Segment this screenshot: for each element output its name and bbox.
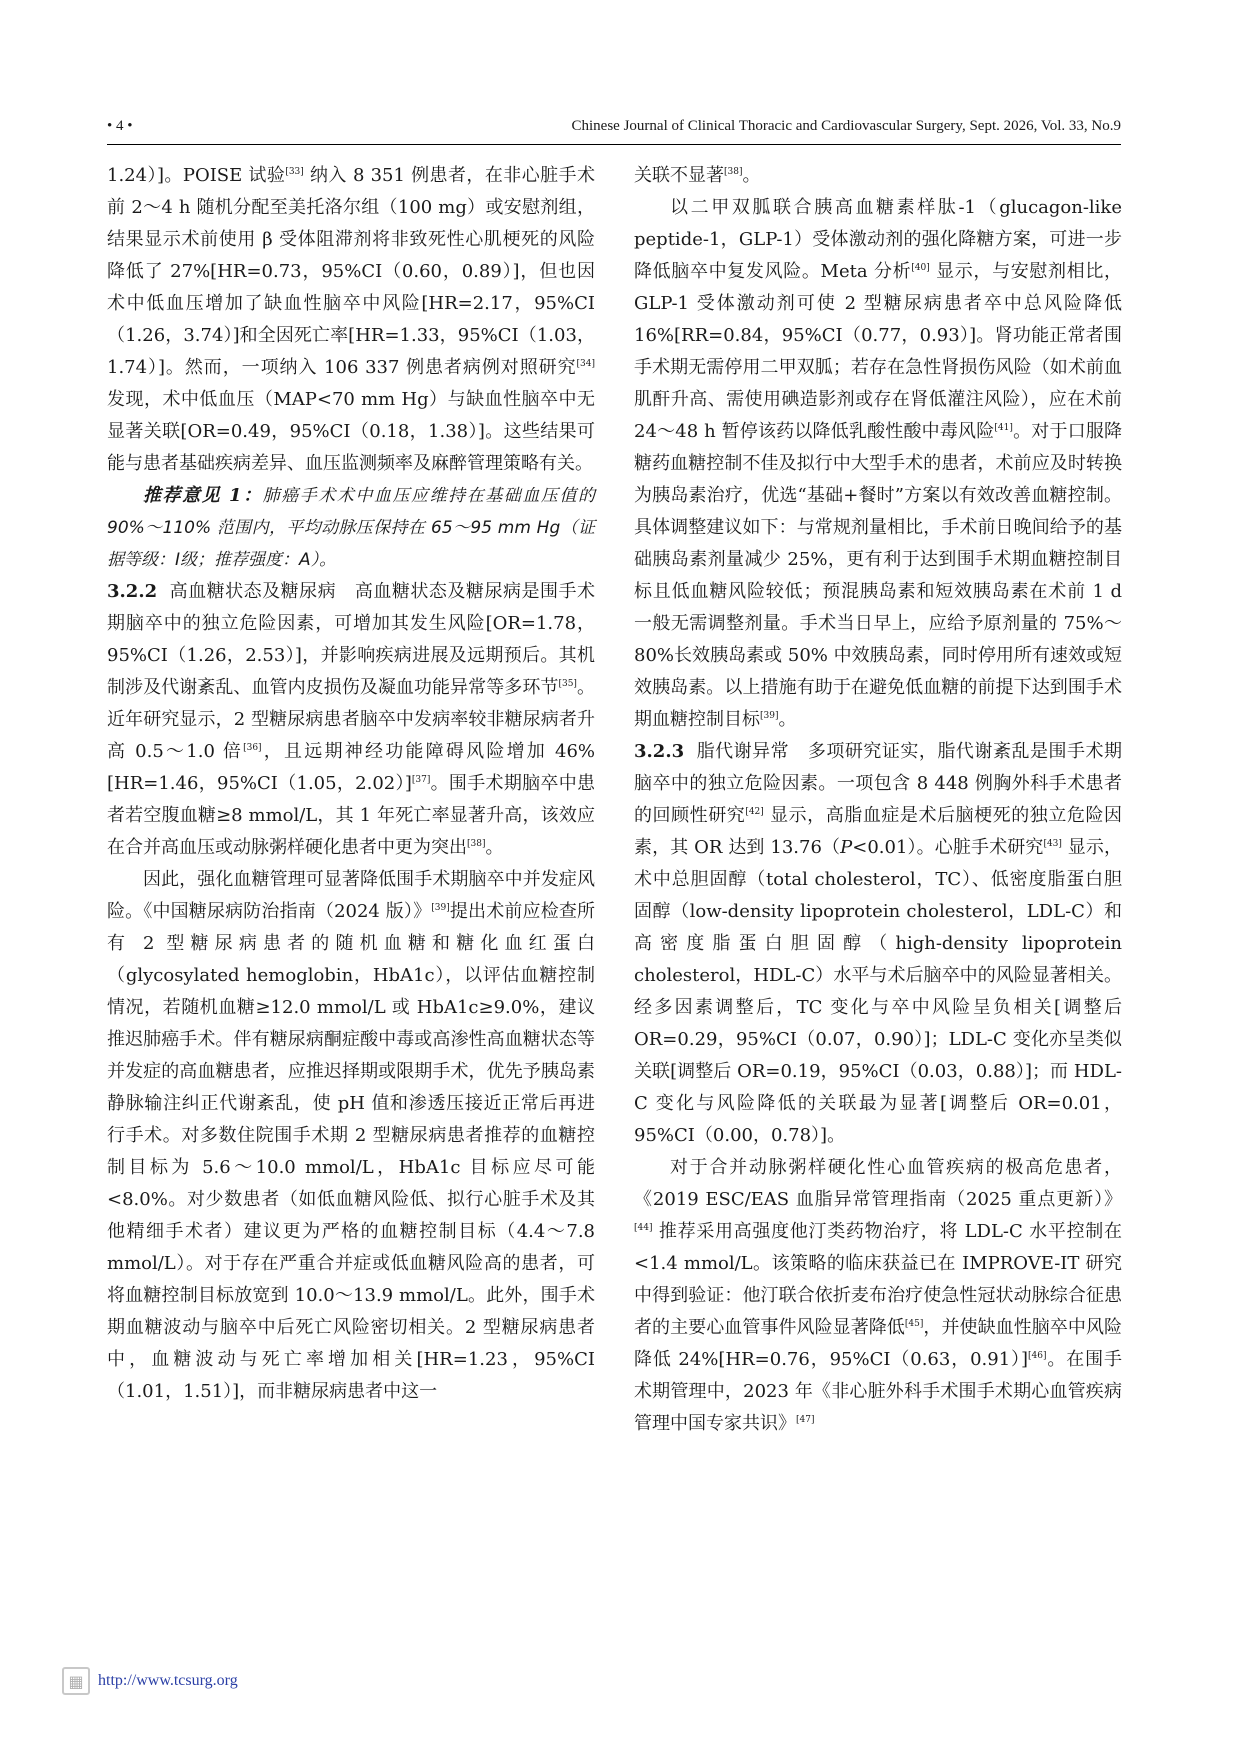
citation-ref[interactable]: [35] — [558, 679, 577, 689]
citation-ref[interactable]: [34] — [576, 359, 595, 369]
recommendation-label: 推荐意见 1： — [143, 485, 263, 506]
page-footer — [62, 1666, 238, 1696]
journal-citation: Chinese Journal of Clinical Thoracic and Cardiovascular Surgery, Sept. 2026, Vol. 33, No.9 — [571, 118, 1121, 134]
citation-ref[interactable]: [44] — [634, 1223, 653, 1233]
citation-ref[interactable]: [39] — [431, 903, 450, 913]
recommendation — [107, 480, 595, 576]
citation-ref[interactable]: [45] — [904, 1319, 924, 1329]
citation-ref[interactable]: [42] — [745, 807, 764, 817]
section-number: 3.2.2 — [107, 581, 158, 602]
citation-ref[interactable]: [46] — [1027, 1351, 1047, 1361]
paragraph: 3.2.3 脂代谢异常 多项研究证实，脂代谢紊乱是围手术期脑卒中的独立危险因素。一项包含 8 448 例胸外科手术患者的回顾性研究[42] 显示，高脂血症是术后脑梗死的独立危险因素，其 OR 达到 13.76（P<0.01）。心脏手术研究[43] 显示，术中总胆固醇（total cholesterol，TC）、低密度脂蛋白胆固醇（low-density lipoprotein cholesterol，LDL-C）和高密度脂蛋白胆固醇（high-density lipoprotein cholesterol，HDL-C）水平与术后脑卒中的风险显著相关。经多因素调整后，TC 变化与卒中风险呈负相关[调整后 OR=0.29，95%CI（0.07，0.90）]；LDL-C 变化亦呈类似关联[调整后 OR=0.19，95%CI（0.03，0.88）]；而 HDL-C 变化与风险降低的关联最为显著[调整后 OR=0.01，95%CI（0.00，0.78）]。 — [634, 741, 1123, 1146]
paragraph: 1.24）]。POISE 试验[33] 纳入 8 351 例患者，在非心脏手术前 2～4 h 随机分配至美托洛尔组（100 mg）或安慰剂组，结果显示术前使用 β 受体阻滞剂将非致死性心肌梗死的风险降低了 27%[HR=0.73，95%CI（0.60，0.89）]，但也因术中低血压增加了缺血性脑卒中风险[HR=2.17，95%CI（1.26，3.74）]和全因死亡率[HR=1.33，95%CI（1.03，1.74）]。然而，一项纳入 106 337 例患者病例对照研究[34] 发现，术中低血压（MAP<70 mm Hg）与缺血性脑卒中无显著关联[OR=0.49，95%CI（0.18，1.38）]。这些结果可能与患者基础疾病差异、血压监测频率及麻醉管理策略有关。 — [107, 165, 595, 474]
header-rule — [107, 144, 1121, 145]
citation-ref[interactable]: [41] — [994, 423, 1013, 433]
citation-ref[interactable]: [33] — [285, 167, 304, 177]
right-column — [634, 160, 1122, 1440]
citation-ref[interactable]: [39] — [760, 711, 779, 721]
citation-ref[interactable]: [47] — [796, 1415, 815, 1425]
journal-website-link[interactable]: http://www.tcsurg.org — [98, 1672, 238, 1689]
citation-ref[interactable]: [43] — [1043, 839, 1062, 849]
section-title: 脂代谢异常 — [696, 741, 790, 762]
citation-ref[interactable]: [38] — [467, 839, 486, 849]
citation-ref[interactable]: [37] — [411, 775, 431, 785]
section-number: 3.2.3 — [634, 741, 685, 762]
left-column — [107, 160, 595, 1408]
paragraph: 对于合并动脉粥样硬化性心血管疾病的极高危患者，《2019 ESC/EAS 血脂异常管理指南（2025 重点更新）》[44] 推荐采用高强度他汀类药物治疗，将 LDL-C 水平控制在<1.4 mmol/L。该策略的临床获益已在 IMPROVE-IT 研究中得到验证：他汀联合依折麦布治疗使急性冠状动脉综合征患者的主要心血管事件风险显著降低[45]，并使缺血性脑卒中风险降低 24%[HR=0.76，95%CI（0.63，0.91）][46]。在围手术期管理中，2023 年《非心脏外科手术围手术期心血管疾病管理中国专家共识》[47] — [634, 1157, 1123, 1434]
paragraph: 关联不显著[38]。 — [634, 165, 761, 186]
paragraph: 3.2.2 高血糖状态及糖尿病 高血糖状态及糖尿病是围手术期脑卒中的独立危险因素，可增加其发生风险[OR=1.78，95%CI（1.26，2.53）]，并影响疾病进展及远期预后。其机制涉及代谢紊乱、血管内皮损伤及凝血功能异常等多环节[35]。近年研究显示，2 型糖尿病患者脑卒中发病率较非糖尿病者升高 0.5～1.0 倍[36]，且远期神经功能障碍风险增加 46%[HR=1.46，95%CI（1.05，2.02）][37]。围手术期脑卒中患者若空腹血糖≥8 mmol/L，其 1 年死亡率显著升高，该效应在合并高血压或动脉粥样硬化患者中更为突出[38]。 — [107, 581, 596, 858]
section-title: 高血糖状态及糖尿病 — [169, 581, 337, 602]
recommendation-text: 肺癌手术术中血压应维持在基础血压值的 90%～110% 范围内，平均动脉压保持在 65～95 mm Hg（证据等级：Ⅰ级；推荐强度：A）。 — [107, 486, 596, 570]
paragraph: 因此，强化血糖管理可显著降低围手术期脑卒中并发症风险。《中国糖尿病防治指南（2024 版）》[39]提出术前应检查所有 2 型糖尿病患者的随机血糖和糖化血红蛋白（glycosylated hemoglobin，HbA1c），以评估血糖控制情况，若随机血糖≥12.0 mmol/L 或 HbA1c≥9.0%，建议推迟肺癌手术。伴有糖尿病酮症酸中毒或高渗性高血糖状态等并发症的高血糖患者，应推迟择期或限期手术，优先予胰岛素静脉输注纠正代谢紊乱，使 pH 值和渗透压接近正常后再进行手术。对多数住院围手术期 2 型糖尿病患者推荐的血糖控制目标为 5.6～10.0 mmol/L，HbA1c 目标应尽可能<8.0%。对少数患者（如低血糖风险低、拟行心脏手术及其他精细手术者）建议更为严格的血糖控制目标（4.4～7.8 mmol/L）。对于存在严重合并症或低血糖风险高的患者，可将血糖控制目标放宽到 10.0～13.9 mmol/L。此外，围手术期血糖波动与脑卒中后死亡风险密切相关。2 型糖尿病患者中，血糖波动与死亡率增加相关[HR=1.23，95%CI（1.01，1.51）]，而非糖尿病患者中这一 — [107, 869, 596, 1402]
citation-ref[interactable]: [40] — [911, 263, 930, 273]
citation-ref[interactable]: [36] — [243, 743, 262, 753]
page-number: • 4 • — [107, 118, 133, 134]
paragraph: 以二甲双胍联合胰高血糖素样肽-1（glucagon-like peptide-1，GLP-1）受体激动剂的强化降糖方案，可进一步降低脑卒中复发风险。Meta 分析[40] 显示，与安慰剂相比，GLP-1 受体激动剂可使 2 型糖尿病患者卒中总风险降低 16%[RR=0.84，95%CI（0.77，0.93）]。肾功能正常者围手术期无需停用二甲双胍；若存在急性肾损伤风险（如术前血肌酐升高、需使用碘造影剂或存在肾低灌注风险），应在术前 24～48 h 暂停该药以降低乳酸性酸中毒风险[41]。对于口服降糖药血糖控制不佳及拟行中大型手术的患者，术前应及时转换为胰岛素治疗，优选“基础+餐时”方案以有效改善血糖控制。具体调整建议如下：与常规剂量相比，手术前日晚间给予的基础胰岛素剂量减少 25%，更有利于达到围手术期血糖控制目标且低血糖风险较低；预混胰岛素和短效胰岛素在术前 1 d 一般无需调整剂量。手术当日早上，应给予原剂量的 75%～80%长效胰岛素或 50% 中效胰岛素，同时停用所有速效或短效胰岛素。以上措施有助于在避免低血糖的前提下达到围手术期血糖控制目标[39]。 — [634, 197, 1123, 730]
journal-logo-icon: ▦ — [62, 1667, 90, 1695]
citation-ref[interactable]: [38] — [724, 167, 743, 177]
running-header — [107, 118, 1121, 140]
